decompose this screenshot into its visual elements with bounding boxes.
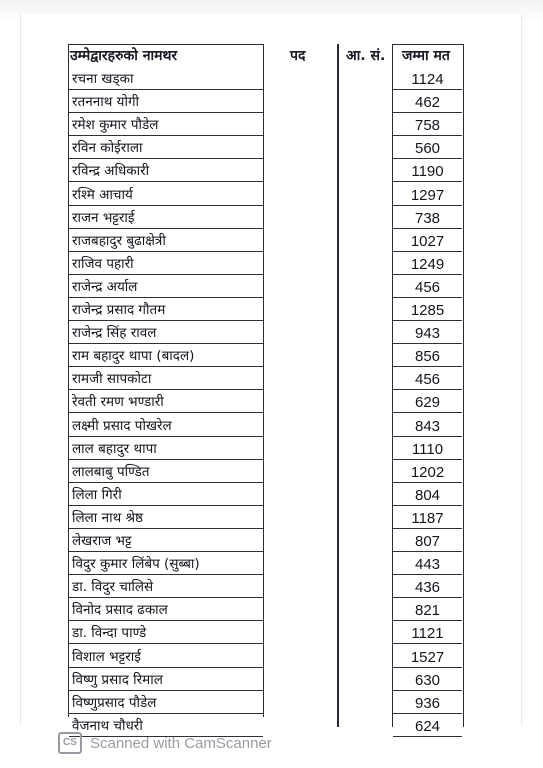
vote-count: 1110 (393, 437, 462, 460)
candidate-name: राजिव पहारी (69, 252, 263, 275)
header-name-column: उम्मेद्वारहरुको नामथर (70, 48, 178, 64)
candidate-name: रविन कोईराला (69, 136, 263, 159)
vote-count: 1124 (393, 67, 462, 90)
vote-count: 456 (393, 275, 462, 298)
vote-count: 1297 (393, 183, 462, 206)
candidate-name: विष्णुप्रसाद पौडेल (69, 691, 263, 714)
candidate-name: रचना खड्का (69, 67, 263, 90)
vote-count: 821 (393, 598, 462, 621)
candidate-name: लक्ष्मी प्रसाद पोखरेल (69, 414, 263, 437)
candidate-name: रतननाथ योगी (69, 90, 263, 113)
candidate-name: रश्मि आचार्य (69, 183, 263, 206)
vote-count: 1187 (393, 506, 462, 529)
candidate-name: रविन्द्र अधिकारी (69, 159, 263, 182)
vote-count: 560 (393, 136, 462, 159)
names-column (68, 44, 264, 734)
vote-count: 1249 (393, 252, 462, 275)
vote-count: 804 (393, 483, 462, 506)
candidate-name: लिला गिरी (69, 483, 263, 506)
candidate-name: विदुर कुमार लिंबेप (सुब्बा) (69, 552, 263, 575)
vote-count: 629 (393, 390, 462, 413)
vote-count: 1527 (393, 645, 462, 668)
vote-count: 738 (393, 206, 462, 229)
candidate-name: राजेन्द्र सिंह रावल (69, 321, 263, 344)
candidate-name: डा. विदुर चालिसे (69, 575, 263, 598)
candidate-name: लाल बहादुर थापा (69, 437, 263, 460)
header-post-column: पद (290, 48, 306, 64)
candidate-name: डा. विन्दा पाण्डे (69, 621, 263, 644)
vote-count: 758 (393, 113, 462, 136)
header-votes-column: जम्मा मत (402, 48, 450, 64)
candidate-name: लेखराज भट्ट (69, 529, 263, 552)
candidate-name: राजबहादुर बुढाक्षेत्री (69, 229, 263, 252)
candidate-name: लालबाबु पण्डित (69, 460, 263, 483)
scanner-text: Scanned with CamScanner (90, 734, 272, 752)
vote-count: 936 (393, 691, 462, 714)
vote-count: 436 (393, 575, 462, 598)
candidate-name: विशाल भट्टराई (69, 645, 263, 668)
candidate-name: राजेन्द्र अर्याल (69, 275, 263, 298)
vote-count: 943 (393, 321, 462, 344)
vote-count: 624 (393, 714, 462, 737)
vote-count: 443 (393, 552, 462, 575)
vote-count: 1121 (393, 621, 462, 644)
vote-count: 630 (393, 668, 462, 691)
vote-count: 1190 (393, 159, 462, 182)
camscanner-logo-icon: CS (58, 732, 82, 754)
candidate-name: लिला नाथ श्रेष्ठ (69, 506, 263, 529)
column-divider (337, 44, 339, 727)
vote-count: 807 (393, 529, 462, 552)
candidate-name: विष्णु प्रसाद रिमाल (69, 668, 263, 691)
vote-count: 462 (393, 90, 462, 113)
candidate-name: रामजी सापकोटा (69, 367, 263, 390)
vote-count: 843 (393, 414, 462, 437)
scanner-watermark (58, 732, 272, 754)
vote-count: 456 (393, 367, 462, 390)
candidate-name: विनोद प्रसाद ढकाल (69, 598, 263, 621)
candidate-name: रमेश कुमार पौडेल (69, 113, 263, 136)
vote-count: 1027 (393, 229, 462, 252)
candidate-name: वैजनाथ चौधरी (69, 714, 263, 737)
candidate-name: रेवती रमण भण्डारी (69, 390, 263, 413)
vote-count: 1202 (393, 460, 462, 483)
vote-count: 1285 (393, 298, 462, 321)
votes-column (392, 44, 464, 735)
candidate-name: राजेन्द्र प्रसाद गौतम (69, 298, 263, 321)
candidate-name: राम बहादुर थापा (बादल) (69, 344, 263, 367)
header-code-column: आ. सं. (346, 48, 386, 64)
candidate-name: राजन भट्टराई (69, 206, 263, 229)
vote-count: 856 (393, 344, 462, 367)
